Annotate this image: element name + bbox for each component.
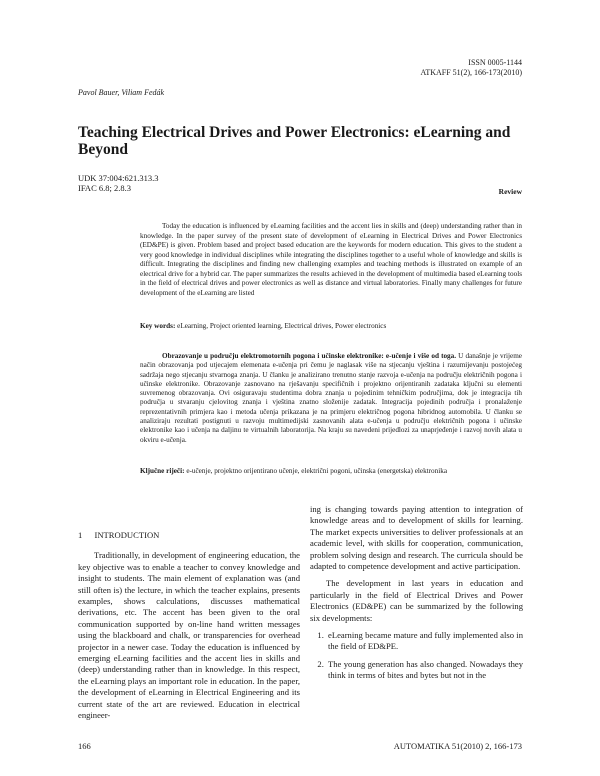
croatian-abstract xyxy=(140,352,522,445)
keywords-label: Key words: xyxy=(140,322,176,330)
croatian-title: Obrazovanje u području elektromotornih pogona i učinske elektronike: e-učenje i više od toga. xyxy=(162,352,457,360)
page-number: 166 xyxy=(78,741,91,751)
journal-reference: ATKAFF 51(2), 166-173(2010) xyxy=(420,68,522,77)
abstract-text: Today the education is influenced by eLearning facilities and the accent lies in skills and (deep) understanding rather than in knowledge. In the paper survey of the present state of development of eLearning in Electrical Drives and Power Electronics (ED&PE) is given. Problem based and project based education are the keywords for modern education. This gives to the student a very good knowledge in individual disciplines while integrating the disciplines together to a useful whole of knowledge and skills is difficult. Integrating the disciplines and finding new challenging examples and teaching methods is illustrated on example of an electrical drive for a hybrid car. The paper summarizes the results achieved in the development of multimedia based eLearning tools in the field of electrical drives and power electronics as well as distance and virtual laboratories. Finally many challenges for future development of the eLearning are listed xyxy=(140,222,522,297)
croatian-keywords xyxy=(140,467,522,477)
classification-codes xyxy=(78,173,159,193)
developments-paragraph: The development in last years in education and particularly in the field of Electrical Drives and Power Electronics (ED&PE) can be summarized by the following six developments: xyxy=(310,578,523,623)
section-number: 1 xyxy=(78,530,83,540)
croatian-paragraph xyxy=(140,352,522,445)
croatian-body: U današnje je vrijeme način obrazovanja pod utjecajem elemenata e-učenja pri čemu je naglasak više na stjecanju vještina i razumijevanju postojećeg sadržaja nego stjecanju stvarnoga znanja. U članku je analizirano trenutno stanje razvoja e-učenja na području električnih pogona i učinske elektronike. Obrazovanje zasnovano na rješavanju specifičnih i projektno orijentiranih zadataka ključni su elementi suvremenog obrazovanja. Ovi osiguravaju studentima dobra znanja u pojedinim tehničkim područjima, dok je integracija tih područja u stvaranju cjelovitog znanja i vještina znatno složenije zadatak. Integracija pojedinih područja i pronalaženje reprezentativnih primjera kao i metoda učenja prikazana je na primjeru električnog pogona hibridnog automobila. U članku se analiziraju rezultati postignuti u razvoju multimedijski zasnovanih alata e-učenja u području električnih pogona i učinske elektronike kao i učenja na daljinu te virtualnih laboratorija. Na kraju su navedeni prijedlozi za unaprjeđenje i razvoj novih alata u okviru e-učenja. xyxy=(140,352,522,444)
issn: ISSN 0005-1144 xyxy=(468,58,522,67)
list-item: 2. The young generation has also changed. Nowadays they think in terms of bites and bytes but not in the xyxy=(326,659,523,682)
udk-code: UDK 37:004:621.313.3 xyxy=(78,173,159,183)
list-item: 1. eLearning became mature and fully implemented also in the field of ED&PE. xyxy=(326,630,523,653)
section-heading xyxy=(78,530,300,541)
column-right xyxy=(310,504,523,688)
keywords xyxy=(140,322,522,332)
section-title: INTRODUCTION xyxy=(94,530,160,540)
continued-paragraph: ing is changing towards paying attention to integration of knowledge areas and to development of skills for learning. The market expects universities to deliver professionals at an academic level, with skills for cooperation, communication, problem solving design and research. The curricula should be adapted to competence development and active participation. xyxy=(310,504,523,572)
column-left xyxy=(78,530,300,728)
croatian-keywords-label: Ključne riječi: xyxy=(140,467,185,475)
journal-info xyxy=(420,58,522,78)
developments-list xyxy=(310,630,523,682)
paper-type: Review xyxy=(498,187,522,196)
authors: Pavol Bauer, Viliam Fedák xyxy=(78,88,165,97)
ifac-code: IFAC 6.8; 2.8.3 xyxy=(78,183,131,193)
abstract xyxy=(140,222,522,298)
keywords-text: eLearning, Project oriented learning, Electrical drives, Power electronics xyxy=(177,322,387,330)
paper-title: Teaching Electrical Drives and Power Electronics: eLearning and Beyond xyxy=(78,124,511,158)
footer-journal: AUTOMATIKA 51(2010) 2, 166-173 xyxy=(393,741,522,751)
croatian-keywords-text: e-učenje, projektno orijentirano učenje, električni pogoni, učinska (energetska) elektronika xyxy=(186,467,448,475)
intro-paragraph: Traditionally, in development of engineering education, the key objective was to enable a teacher to convey knowledge and insight to students. The main element of explanation was (and still often is) the lecture, in which the teacher explains, presents examples, shows calculations, discusses mathematical derivations, etc. The accent has been given to the oral communication supported by on-line hand written messages using the blackboard and chalk, or transparencies for overhead projector in a newer case. Today the education is influenced by emerging eLearning facilities and the accent lies in skills and (deep) understanding rather than in knowledge. In this respect, the eLearning plays an important role in education. In the paper, the development of eLearning in Electrical Engineering and its current state of the art are reviewed. Education in electrical engineer- xyxy=(78,550,300,721)
